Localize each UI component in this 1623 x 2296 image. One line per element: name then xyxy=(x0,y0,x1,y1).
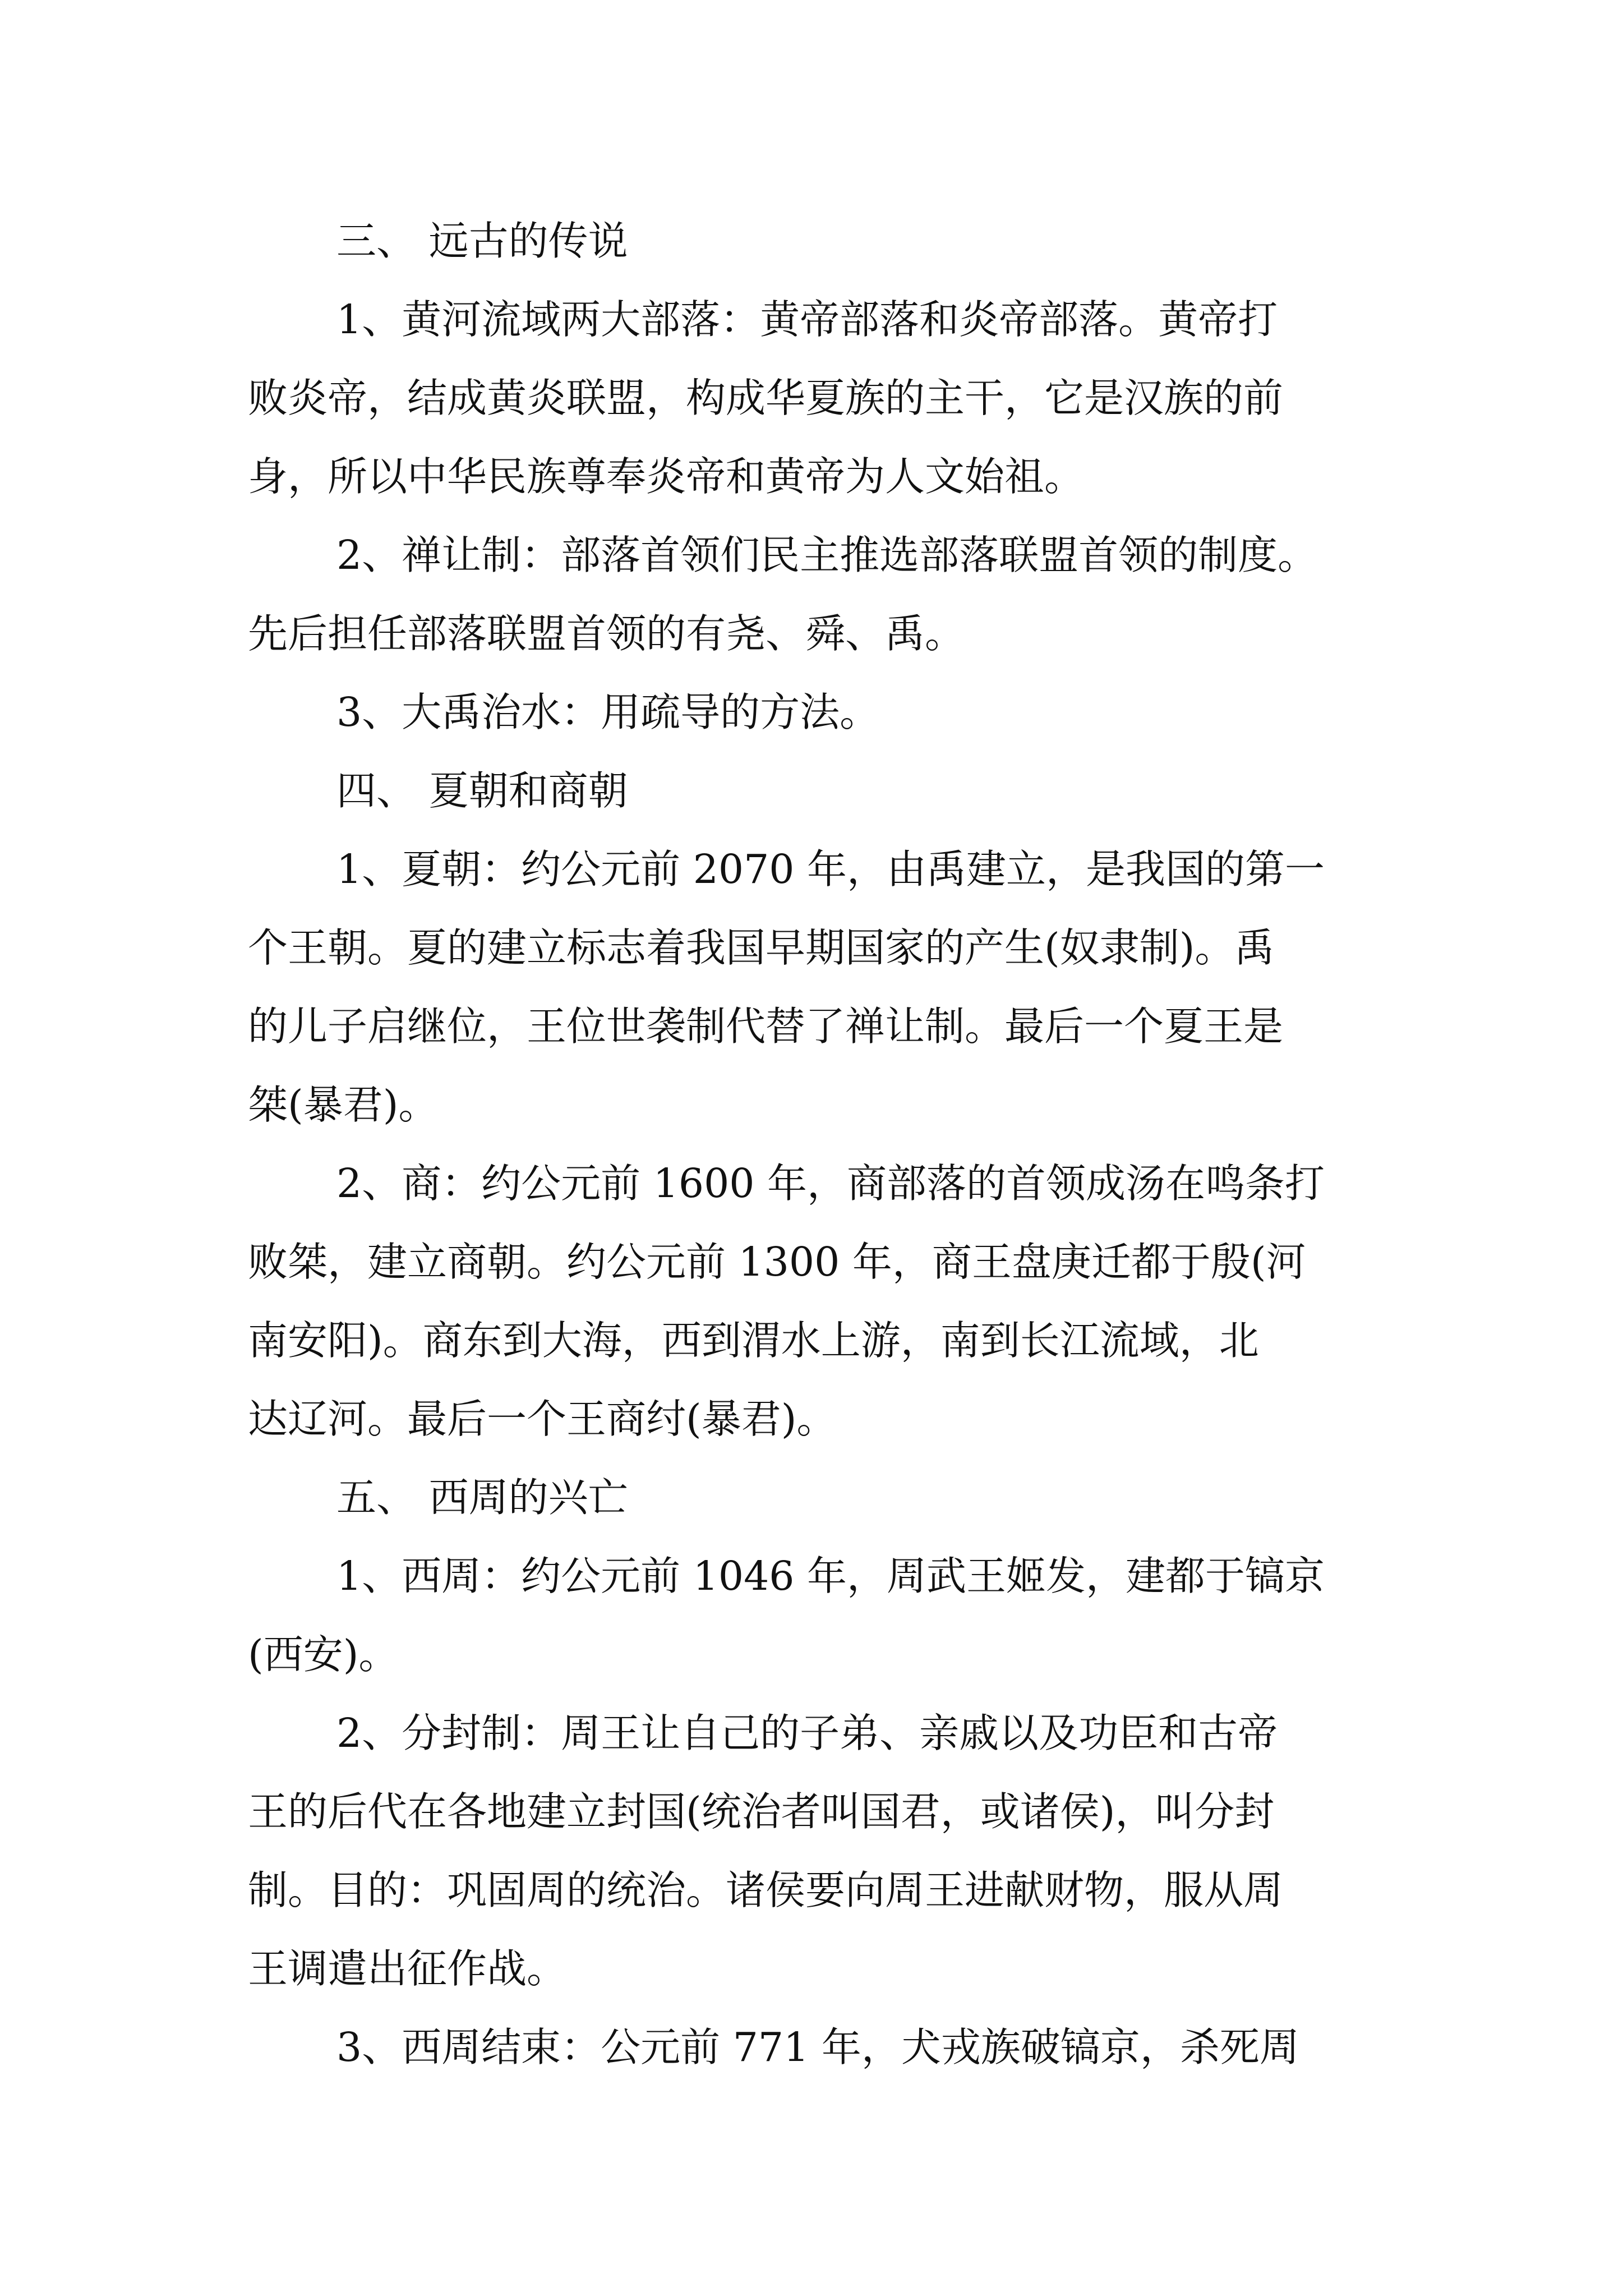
paragraph-line: 1、西周：约公元前 1046 年，周武王姬发，建都于镐京 xyxy=(336,1553,1325,1599)
paragraph-line: 王的后代在各地建立封国(统治者叫国君，或诸侯)，叫分封 xyxy=(248,1788,1275,1835)
paragraph-line: 2、禅让制：部落首领们民主推选部落联盟首领的制度。 xyxy=(336,532,1318,578)
document-body xyxy=(248,202,1392,2087)
paragraph-line: 制。目的：巩固周的统治。诸侯要向周王进献财物，服从周 xyxy=(248,1867,1284,1913)
paragraph-line: 个王朝。夏的建立标志着我国早期国家的产生(奴隶制)。禹 xyxy=(248,924,1275,971)
paragraph-line: 2、商：约公元前 1600 年，商部落的首领成汤在鸣条打 xyxy=(336,1160,1325,1207)
section-heading-4: 四、 夏朝和商朝 xyxy=(336,767,628,814)
section-heading-5: 五、 西周的兴亡 xyxy=(336,1474,628,1521)
paragraph-line: 身，所以中华民族尊奉炎帝和黄帝为人文始祖。 xyxy=(248,453,1085,500)
paragraph-line: 南安阳)。商东到大海，西到渭水上游，南到长江流域，北 xyxy=(248,1317,1259,1364)
paragraph-line: 败炎帝，结成黄炎联盟，构成华夏族的主干，它是汉族的前 xyxy=(248,375,1284,421)
paragraph-line: (西安)。 xyxy=(248,1631,399,1678)
paragraph-line: 桀(暴君)。 xyxy=(248,1082,439,1128)
paragraph-line: 3、大禹治水：用疏导的方法。 xyxy=(336,689,880,735)
paragraph-line: 的儿子启继位，王位世袭制代替了禅让制。最后一个夏王是 xyxy=(248,1003,1284,1050)
paragraph-line: 先后担任部落联盟首领的有尧、舜、禹。 xyxy=(248,610,965,657)
paragraph-line: 1、夏朝：约公元前 2070 年，由禹建立，是我国的第一 xyxy=(336,846,1325,892)
paragraph-line: 2、分封制：周王让自己的子弟、亲戚以及功臣和古帝 xyxy=(336,1710,1278,1756)
paragraph-line: 败桀，建立商朝。约公元前 1300 年，商王盘庚迁都于殷(河 xyxy=(248,1239,1306,1285)
paragraph-line: 1、黄河流域两大部落：黄帝部落和炎帝部落。黄帝打 xyxy=(336,296,1278,343)
paragraph-line: 王调遣出征作战。 xyxy=(248,1945,567,1992)
paragraph-line: 达辽河。最后一个王商纣(暴君)。 xyxy=(248,1396,837,1442)
paragraph-line: 3、西周结束：公元前 771 年，犬戎族破镐京，杀死周 xyxy=(336,2024,1299,2070)
section-heading-3: 三、 远古的传说 xyxy=(336,218,628,264)
